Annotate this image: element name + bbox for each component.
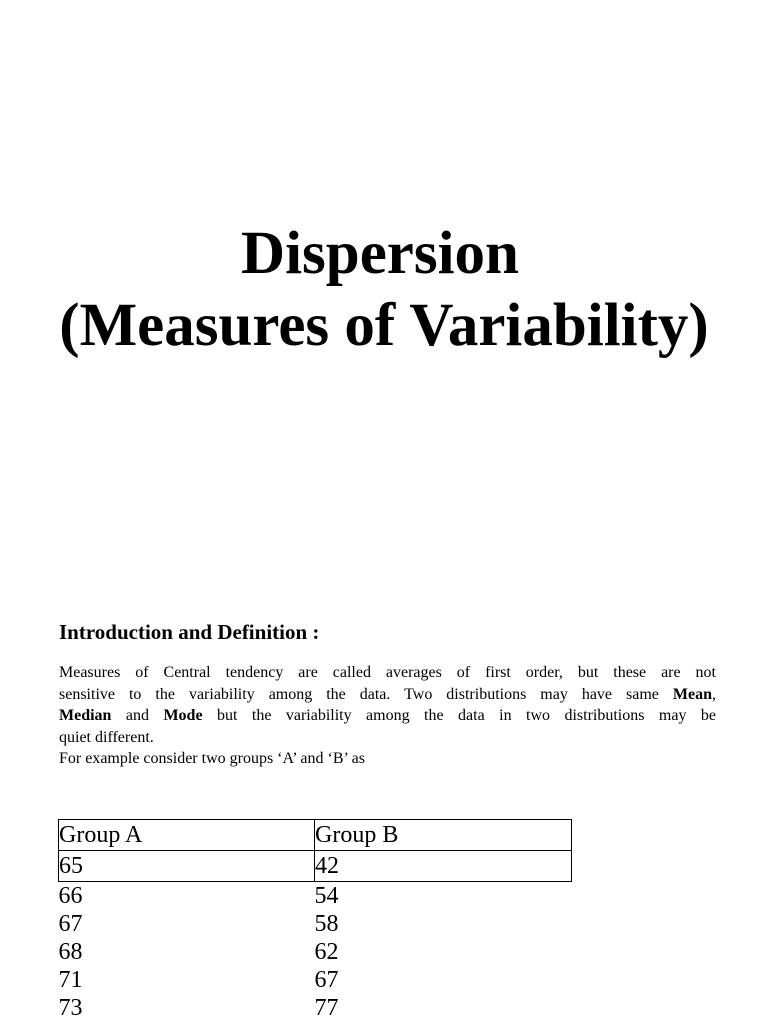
title-line-2: (Measures of Variability)	[59, 292, 709, 359]
table-row	[59, 938, 572, 966]
table-row	[59, 966, 572, 994]
group-a-value: 67	[58, 911, 83, 937]
header-group-b: Group B	[315, 820, 572, 851]
group-a-value: 73	[58, 995, 83, 1021]
paragraph-line-2-end: ,	[712, 685, 716, 703]
group-a-value: 68	[58, 939, 83, 965]
group-b-value: 42	[315, 851, 572, 882]
table-row	[59, 994, 572, 1022]
table-row	[59, 882, 572, 911]
paragraph-line-3-and: and	[111, 707, 164, 724]
intro-paragraph	[59, 662, 716, 770]
group-b-value: 67	[314, 967, 339, 993]
group-a-value: 65	[59, 851, 315, 882]
paragraph-line-3-text: but the variability among the data in two distributions may be	[202, 707, 716, 724]
group-a-value: 66	[58, 883, 83, 909]
groups-table	[58, 819, 572, 1022]
group-b-value: 58	[314, 911, 339, 937]
paragraph-line-5: For example consider two groups ‘A’ and ‘B’ as	[59, 750, 365, 767]
paragraph-line-3	[59, 705, 716, 727]
group-a-value: 71	[58, 967, 83, 993]
group-b-value: 54	[314, 883, 339, 909]
term-mode: Mode	[163, 707, 203, 724]
table-row	[59, 910, 572, 938]
paragraph-line-2	[59, 684, 716, 706]
paragraph-line-4: quiet different.	[59, 728, 154, 746]
group-b-value: 77	[314, 995, 339, 1021]
term-median: Median	[59, 707, 112, 724]
group-b-value: 62	[314, 939, 339, 965]
paragraph-line-1: Measures of Central tendency are called averages of first order, but these are not	[59, 664, 716, 681]
table-header-row	[59, 820, 572, 851]
term-mean: Mean	[672, 685, 712, 703]
paragraph-line-2-text: sensitive to the variability among the data. Two distributions may have same	[59, 685, 673, 703]
table-row	[59, 851, 572, 882]
section-heading: Introduction and Definition :	[59, 620, 320, 644]
header-group-a: Group A	[59, 820, 315, 851]
title-line-1: Dispersion	[241, 220, 519, 287]
slide-title	[0, 218, 768, 362]
